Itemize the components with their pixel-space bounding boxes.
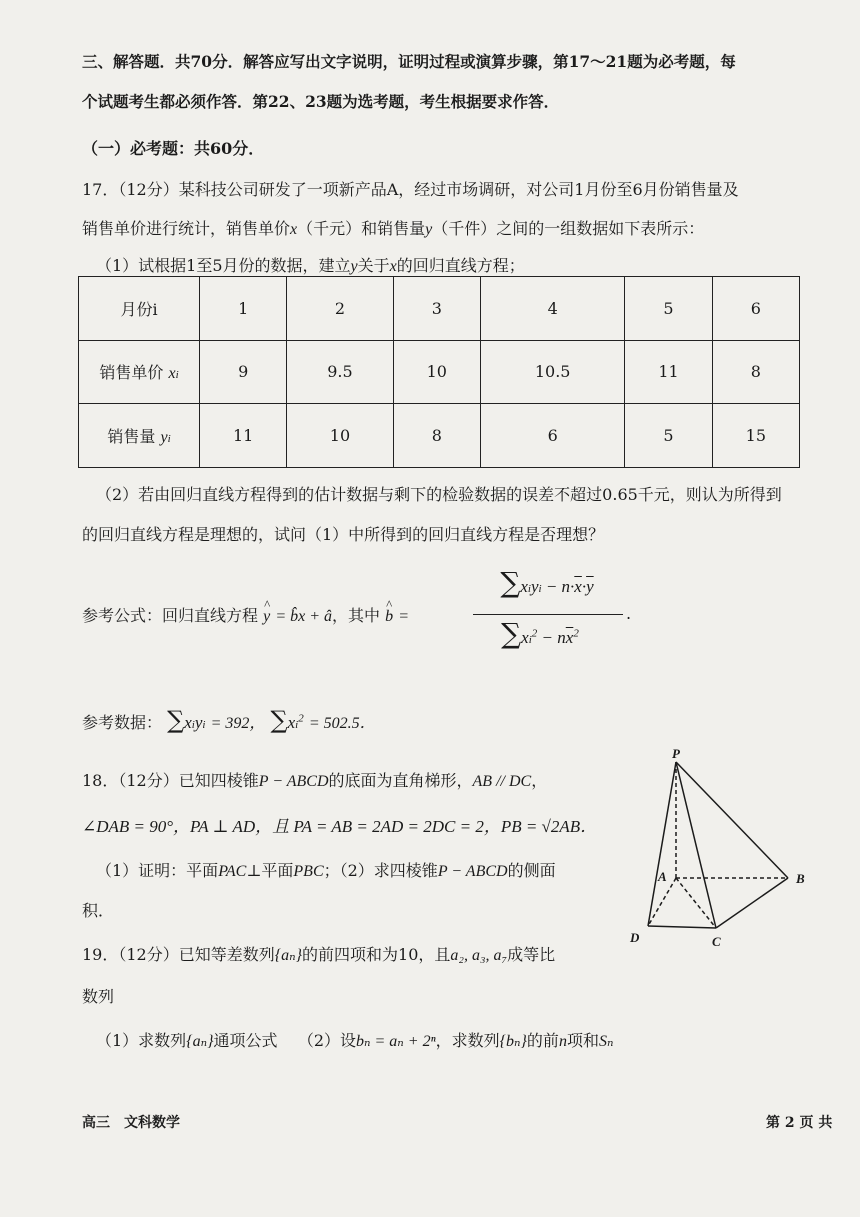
month-cell: 6 (712, 277, 799, 341)
section-instructions-line2: 个试题考生都必须作答．第22、23题为选考题，考生根据要求作答． (82, 92, 560, 111)
formula-numerator: ∑xiyi − $n\cdot\overline{x}\cdot\overline{y}$ (500, 566, 594, 599)
footer-subject: 高三 文科数学 (82, 1115, 180, 1131)
table-row-month (79, 277, 800, 341)
edge-pc (676, 762, 716, 928)
edge-pd (648, 762, 676, 926)
y-hat-symbol: ^ y (263, 608, 270, 626)
b-hat-symbol: ^ b (385, 608, 393, 626)
reference-data: 参考数据： ∑xiyi = 392， $\sum xi^2 = 502.5$． (82, 706, 376, 734)
price-cell: 10 (393, 340, 480, 404)
month-cell: 2 (287, 277, 393, 341)
vertex-label-b: B (796, 871, 805, 886)
q17-part2-line2: 的回归直线方程是理想的，试问（1）中所得到的回归直线方程是否理想？ (82, 525, 605, 544)
month-header: 月份i (79, 277, 200, 341)
price-cell: 9.5 (287, 340, 393, 404)
pyramid-figure (620, 748, 820, 958)
price-cell: 10.5 (480, 340, 624, 404)
quantity-cell: 11 (200, 404, 287, 468)
q18-line4: 积． (82, 901, 115, 920)
q17-line2: 销售单价进行统计，销售单价x（千元）和销售量y（千件）之间的一组数据如下表所示： (82, 219, 705, 238)
price-cell: 9 (200, 340, 287, 404)
q17-line1: 17．（12分）某科技公司研发了一项新产品A，经过市场调研，对公司1月份至6月份销售量及 (82, 180, 739, 199)
month-cell: 4 (480, 277, 624, 341)
vertex-label-p: P (672, 748, 680, 761)
month-cell: 3 (393, 277, 480, 341)
table-row-price (79, 340, 800, 404)
quantity-cell: 15 (712, 404, 799, 468)
price-cell: 11 (625, 340, 712, 404)
q18-line1: 18．（12分）已知四棱锥P − ABCD的底面为直角梯形，AB // DC， (82, 771, 548, 790)
month-cell: 5 (625, 277, 712, 341)
q19-line2: 数列 (82, 987, 115, 1006)
quantity-cell: 5 (625, 404, 712, 468)
required-section-label: （一）必考题：共60分． (82, 139, 265, 158)
fraction-bar (473, 614, 623, 615)
price-header: 销售单价 xi (79, 340, 200, 404)
q19-line3: （1）求数列{aₙ}通项公式 （2）设bₙ = aₙ + 2ⁿ，求数列{bₙ}的前n项和Sₙ (96, 1031, 614, 1050)
q17-part2-line1: （2）若由回归直线方程得到的估计数据与剩下的检验数据的误差不超过0.65千元，则认为所得到 (96, 485, 782, 504)
quantity-cell: 6 (480, 404, 624, 468)
q17-part1: （1）试根据1至5月份的数据，建立y关于x的回归直线方程； (96, 256, 525, 275)
vertex-label-a: A (658, 869, 667, 884)
q18-line2: ∠DAB = 90°，PA ⊥ AD，且 PA = AB = 2AD = 2DC = 2，PB = √2AB． (82, 817, 598, 836)
section-instructions-line1: 三、解答题．共70分．解答应写出文字说明，证明过程或演算步骤，第17～21题为必考题，每 (82, 52, 736, 71)
quantity-cell: 8 (393, 404, 480, 468)
q18-line3: （1）证明：平面PAC⊥平面PBC；（2）求四棱锥P − ABCD的侧面 (96, 861, 556, 880)
vertex-label-c: C (712, 934, 721, 949)
quantity-header: 销售量 yi (79, 404, 200, 468)
table-row-quantity (79, 404, 800, 468)
sales-data-table (78, 276, 800, 468)
edge-pb (676, 762, 788, 878)
edge-cb (716, 878, 788, 928)
vertex-label-d: D (630, 930, 640, 945)
edge-dc (648, 926, 716, 928)
price-cell: 8 (712, 340, 799, 404)
footer-page-number: 第 2 页 共 (766, 1115, 833, 1131)
month-cell: 1 (200, 277, 287, 341)
formula-denominator: $\sum xi^2 - n\overline{x}^2$ (501, 617, 579, 650)
quantity-cell: 10 (287, 404, 393, 468)
q19-line1: 19．（12分）已知等差数列{aₙ}的前四项和为10，且a₂, a₃, a₇成等比 (82, 945, 556, 964)
reference-formula: 参考公式：回归直线方程 ^ y = b̂x + â，其中 ^ b = (82, 603, 409, 626)
